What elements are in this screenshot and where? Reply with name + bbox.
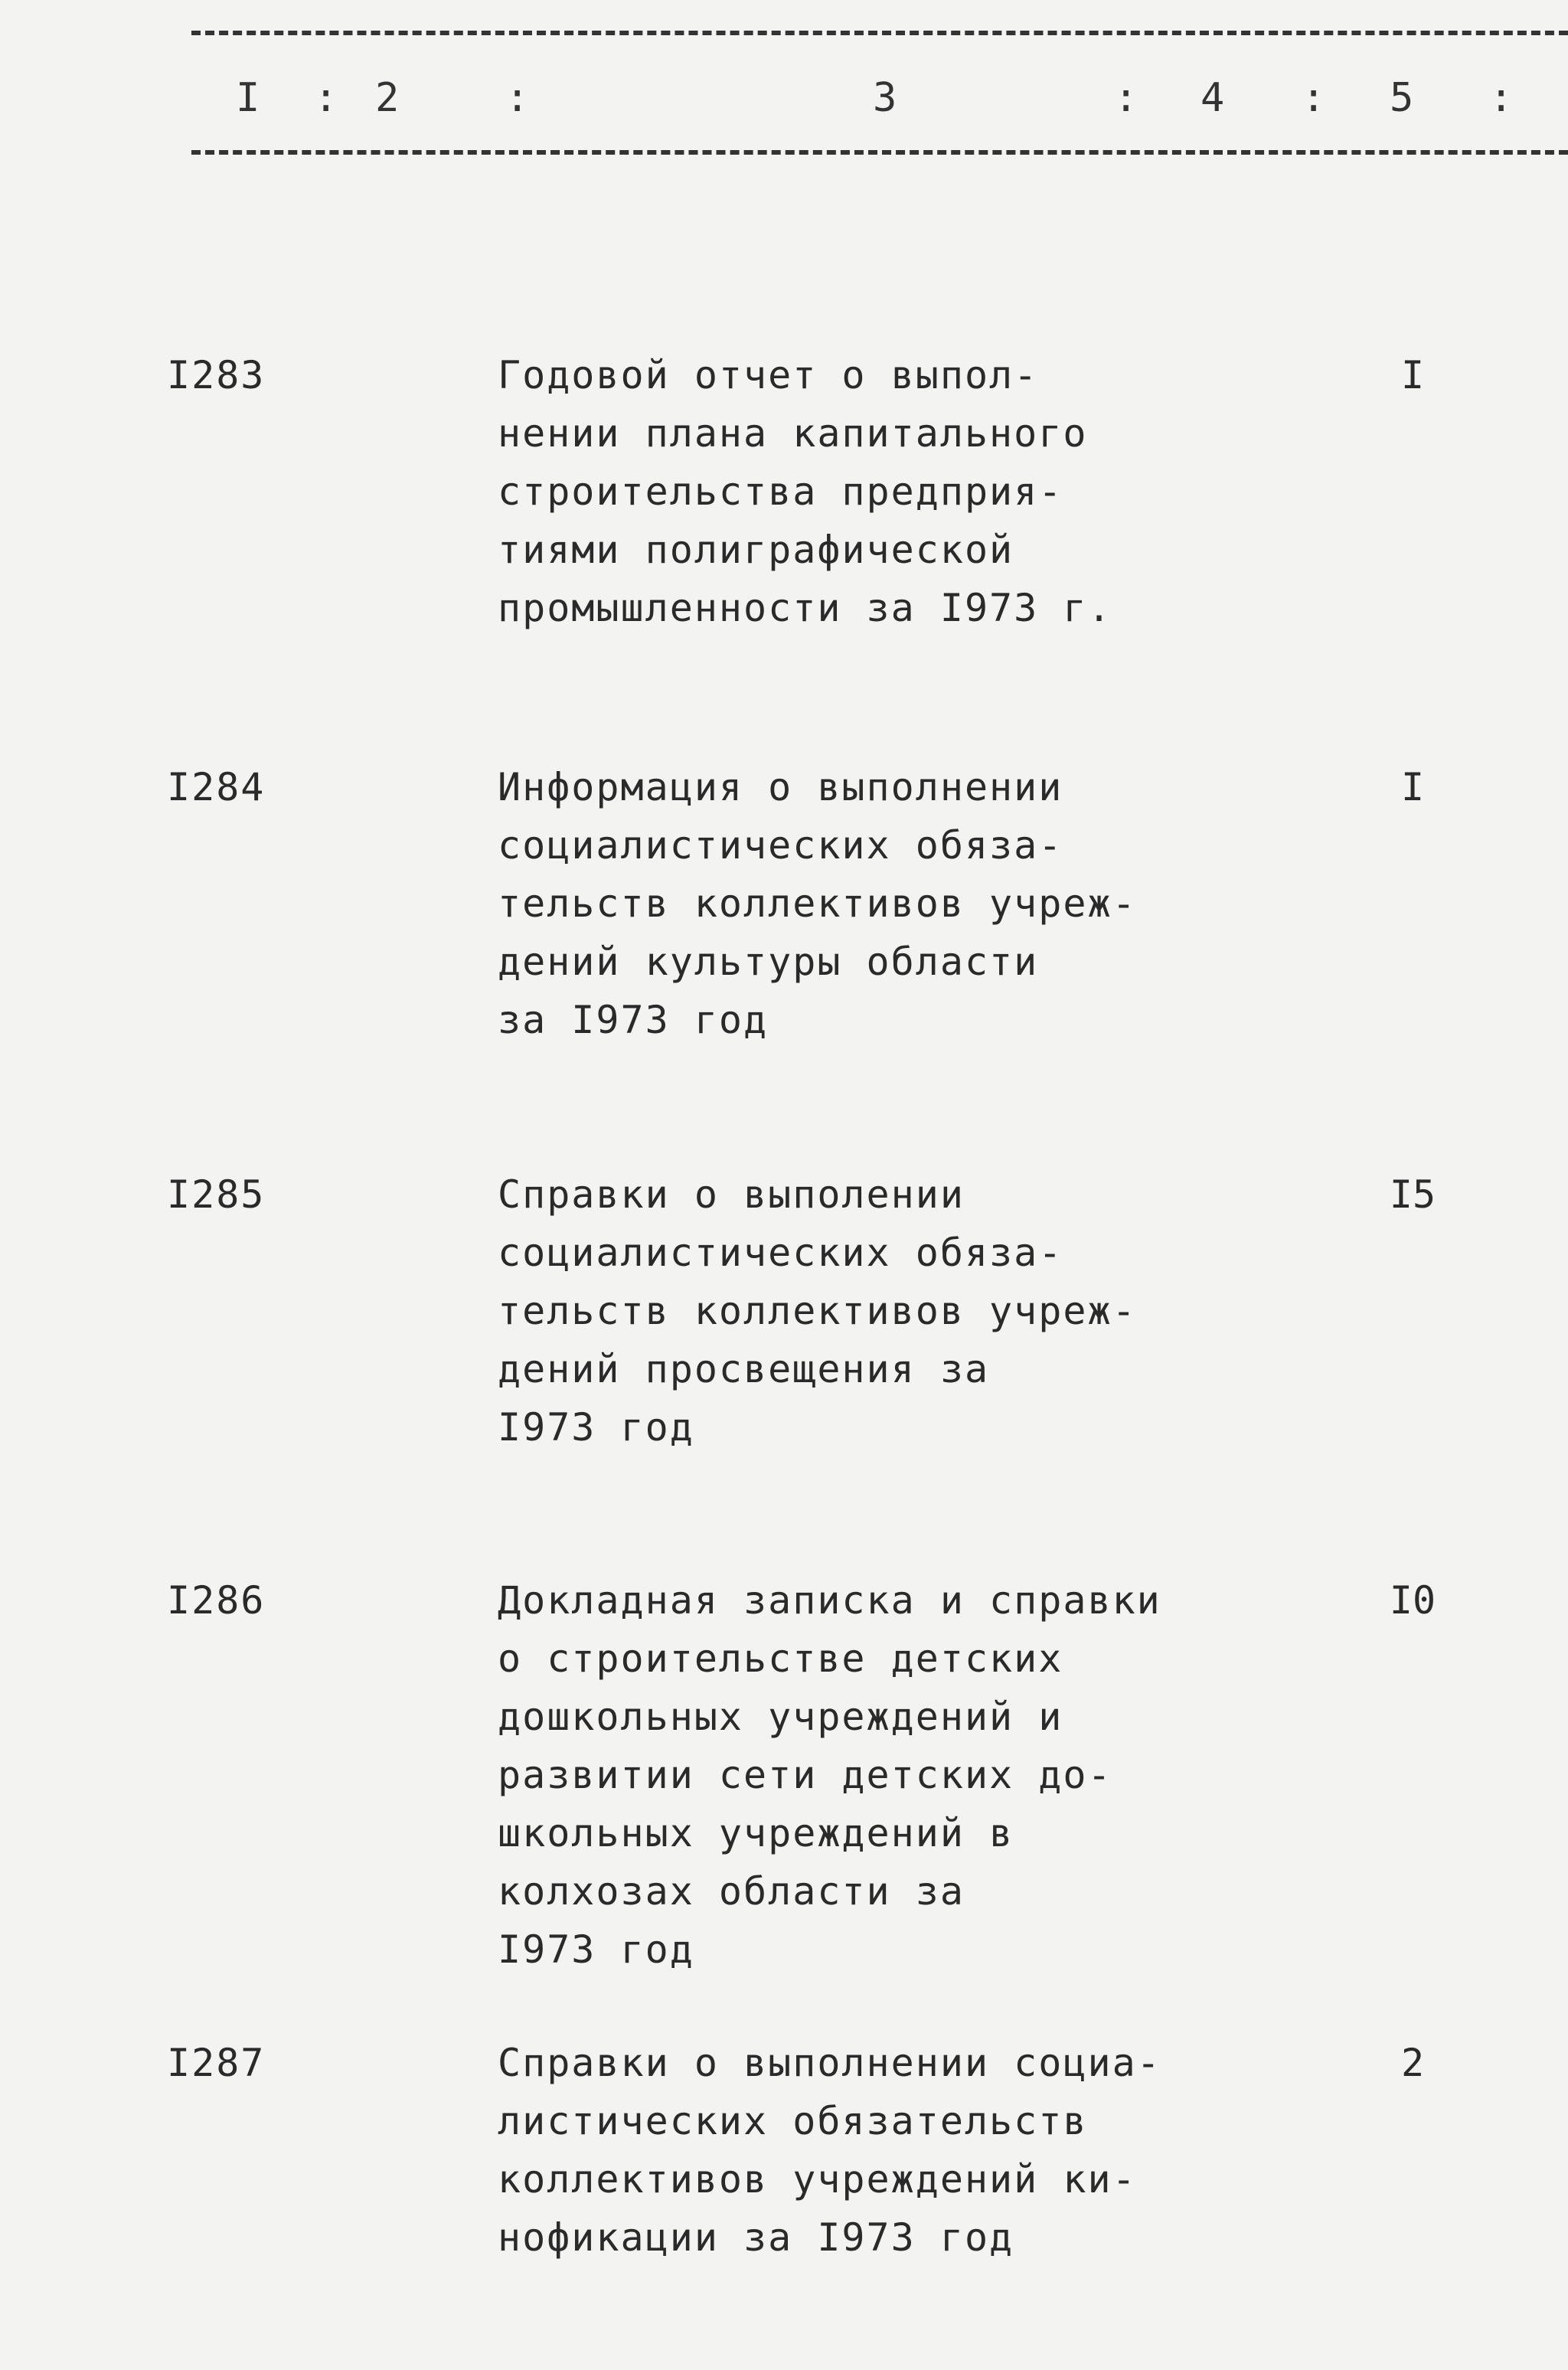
entry-title-line: коллективов учреждений ки-: [498, 2157, 1137, 2202]
entry-title-line: Справки о выполнении социа-: [498, 2041, 1161, 2085]
entry-sheet-count: I0: [1389, 1578, 1436, 1623]
entry-title-line: нении плана капитального: [498, 411, 1088, 456]
entry-title-line: Годовой отчет о выпол-: [498, 353, 1039, 397]
entry-title: [498, 346, 1187, 637]
header-top-rule: [191, 31, 1568, 35]
entry-title: [498, 1571, 1187, 1979]
entry-title: [498, 1165, 1187, 1456]
header-col-4: 4: [1200, 75, 1225, 121]
entry-title-line: строительства предприя-: [498, 469, 1063, 514]
header-sep-3: :: [1114, 75, 1138, 121]
entry-sheet-count: I5: [1389, 1172, 1436, 1217]
entry-title-line: тельств коллективов учреж-: [498, 1289, 1137, 1333]
header-sep-2: :: [505, 75, 530, 121]
header-sep-4: :: [1302, 75, 1326, 121]
header-col-2: 2: [375, 75, 400, 121]
entry-title-line: I973 год: [498, 1927, 694, 1972]
entry-title-line: социалистических обяза-: [498, 823, 1063, 868]
entry-title-line: социалистических обяза-: [498, 1231, 1063, 1275]
entry-title-line: дений культуры области: [498, 940, 1039, 984]
entry-title-line: школьных учреждений в: [498, 1811, 1014, 1855]
entry-title-line: промышленности за I973 г.: [498, 586, 1112, 630]
entry-title-line: I973 год: [498, 1405, 694, 1450]
entry-title-line: дошкольных учреждений и: [498, 1695, 1063, 1739]
entry-title-line: за I973 год: [498, 998, 769, 1042]
entry-number: I286: [167, 1578, 266, 1623]
header-col-3: 3: [873, 75, 897, 121]
header-sep-1: :: [314, 75, 338, 121]
entry-number: I285: [167, 1172, 266, 1217]
entry-title: [498, 2034, 1187, 2267]
entry-number: I287: [167, 2041, 266, 2085]
header-bottom-rule: [191, 150, 1568, 155]
entry-title-line: нофикации за I973 год: [498, 2215, 1014, 2260]
entry-title-line: Справки о выполении: [498, 1172, 965, 1217]
entry-sheet-count: I: [1400, 765, 1425, 809]
entry-number: I284: [167, 765, 266, 809]
entry-title-line: колхозах области за: [498, 1869, 965, 1914]
entry-title-line: Информация о выполнении: [498, 765, 1063, 809]
entry-number: I283: [167, 353, 266, 397]
entry-title-line: дений просвещения за: [498, 1347, 990, 1391]
entry-title-line: Докладная записка и справки: [498, 1578, 1161, 1623]
entry-title-line: тиями полиграфической: [498, 528, 1014, 572]
header-sep-5: :: [1489, 75, 1514, 121]
header-col-1: I: [236, 75, 260, 121]
entry-sheet-count: I: [1400, 353, 1425, 397]
entry-title-line: о строительстве детских: [498, 1636, 1063, 1681]
entry-title-line: тельств коллективов учреж-: [498, 881, 1137, 926]
entry-title: [498, 758, 1187, 1049]
header-col-5: 5: [1390, 75, 1414, 121]
entry-title-line: развитии сети детских до-: [498, 1753, 1112, 1797]
entry-title-line: листических обязательств: [498, 2099, 1088, 2143]
entry-sheet-count: 2: [1400, 2041, 1425, 2085]
